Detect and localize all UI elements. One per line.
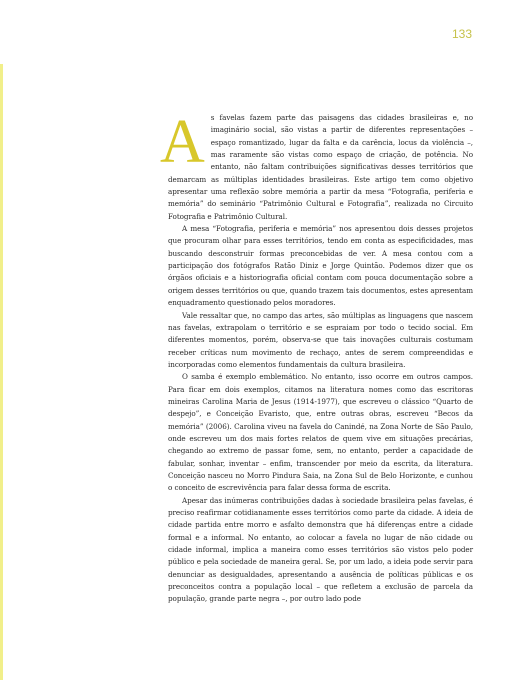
paragraph-1-text: s favelas fazem parte das paisagens das cidades brasileiras e, no imaginário social, são vistas a partir de diferentes representações – espaço romantizado, lugar da falta e da carência, locus da violência –, mas raramente são vistas como espaço de criação, de potência. No entanto, não faltam contribuições significativas desses territórios que demarcam as múltiplas identidades brasileiras. Este artigo tem como objetivo apresentar uma reflexão sobre memória a partir da mesa “Fotografia, periferia e memória” do seminário “Patrimônio Cultural e Fotografia”, realizada no Circuito Fotografia e Patrimônio Cultural. (168, 113, 473, 221)
left-margin-rule (0, 64, 3, 680)
paragraph-2: A mesa “Fotografia, periferia e memória” nos apresentou dois desses projetos que procuram olhar para esses territórios, tendo em conta as especificidades, mas buscando desconstruir formas preconcebidas de ver. A mesa contou com a participação dos fotógrafos Ratão Diniz e Jorge Quintão. Podemos dizer que os órgãos oficiais e a historiografia oficial contam com pouca documentação sobre a origem desses territórios ou que, quando trazem tais documentos, estes apresentam enquadramento questionado pelos moradores. (168, 224, 473, 308)
paragraph-4: O samba é exemplo emblemático. No entanto, isso ocorre em outros campos. Para ficar em dois exemplos, citamos na literatura nomes como das escritoras mineiras Carolina Maria de Jesus (1914-1977), que escreveu o clássico “Quarto de despejo”, e Conceição Evaristo, que, entre outras obras, escreveu “Becos da memória” (2006). Carolina viveu na favela do Canindé, na Zona Norte de São Paulo, onde escreveu um dos mais fortes relatos de quem vive em situações precárias, chegando ao extremo de passar fome, sem, no entanto, perder a capacidade de fabular, sonhar, inventar – enfim, transcender por meio da escrita, da literatura. Conceição nasceu no Morro Pindura Saia, na Zona Sul de Belo Horizonte, e cunhou o conceito de escrevivência para falar dessa forma de escrita. (168, 372, 473, 493)
article-body (160, 108, 473, 606)
drop-cap: A (160, 108, 205, 176)
paragraph-5: Apesar das inúmeras contribuições dadas à sociedade brasileira pelas favelas, é preciso reafirmar cotidianamente esses territórios como parte da cidade. A ideia de cidade partida entre morro e asfalto demonstra que há diferenças entre a cidade formal e a informal. No entanto, ao colocar a favela no lugar de não cidade ou cidade informal, implica a maneira como esses territórios são vistos pelo poder público e pela sociedade de maneira geral. Se, por um lado, a ideia pode servir para denunciar as desigualdades, apresentando a ausência de políticas públicas e os preconceitos contra a população local – que refletem a exclusão de parcela da população, grande parte negra –, por outro lado pode (168, 495, 473, 604)
paragraph-1 (160, 108, 473, 223)
paragraph-3: Vale ressaltar que, no campo das artes, são múltiplas as linguagens que nascem nas favelas, extrapolam o território e se espraiam por todo o tecido social. Em diferentes momentos, porém, observa-se que tais inovações culturais costumam receber críticas num movimento de rechaço, antes de serem compreendidas e incorporadas como elementos fundamentais da cultura brasileira. (168, 310, 473, 369)
page-number: 133 (452, 27, 473, 41)
